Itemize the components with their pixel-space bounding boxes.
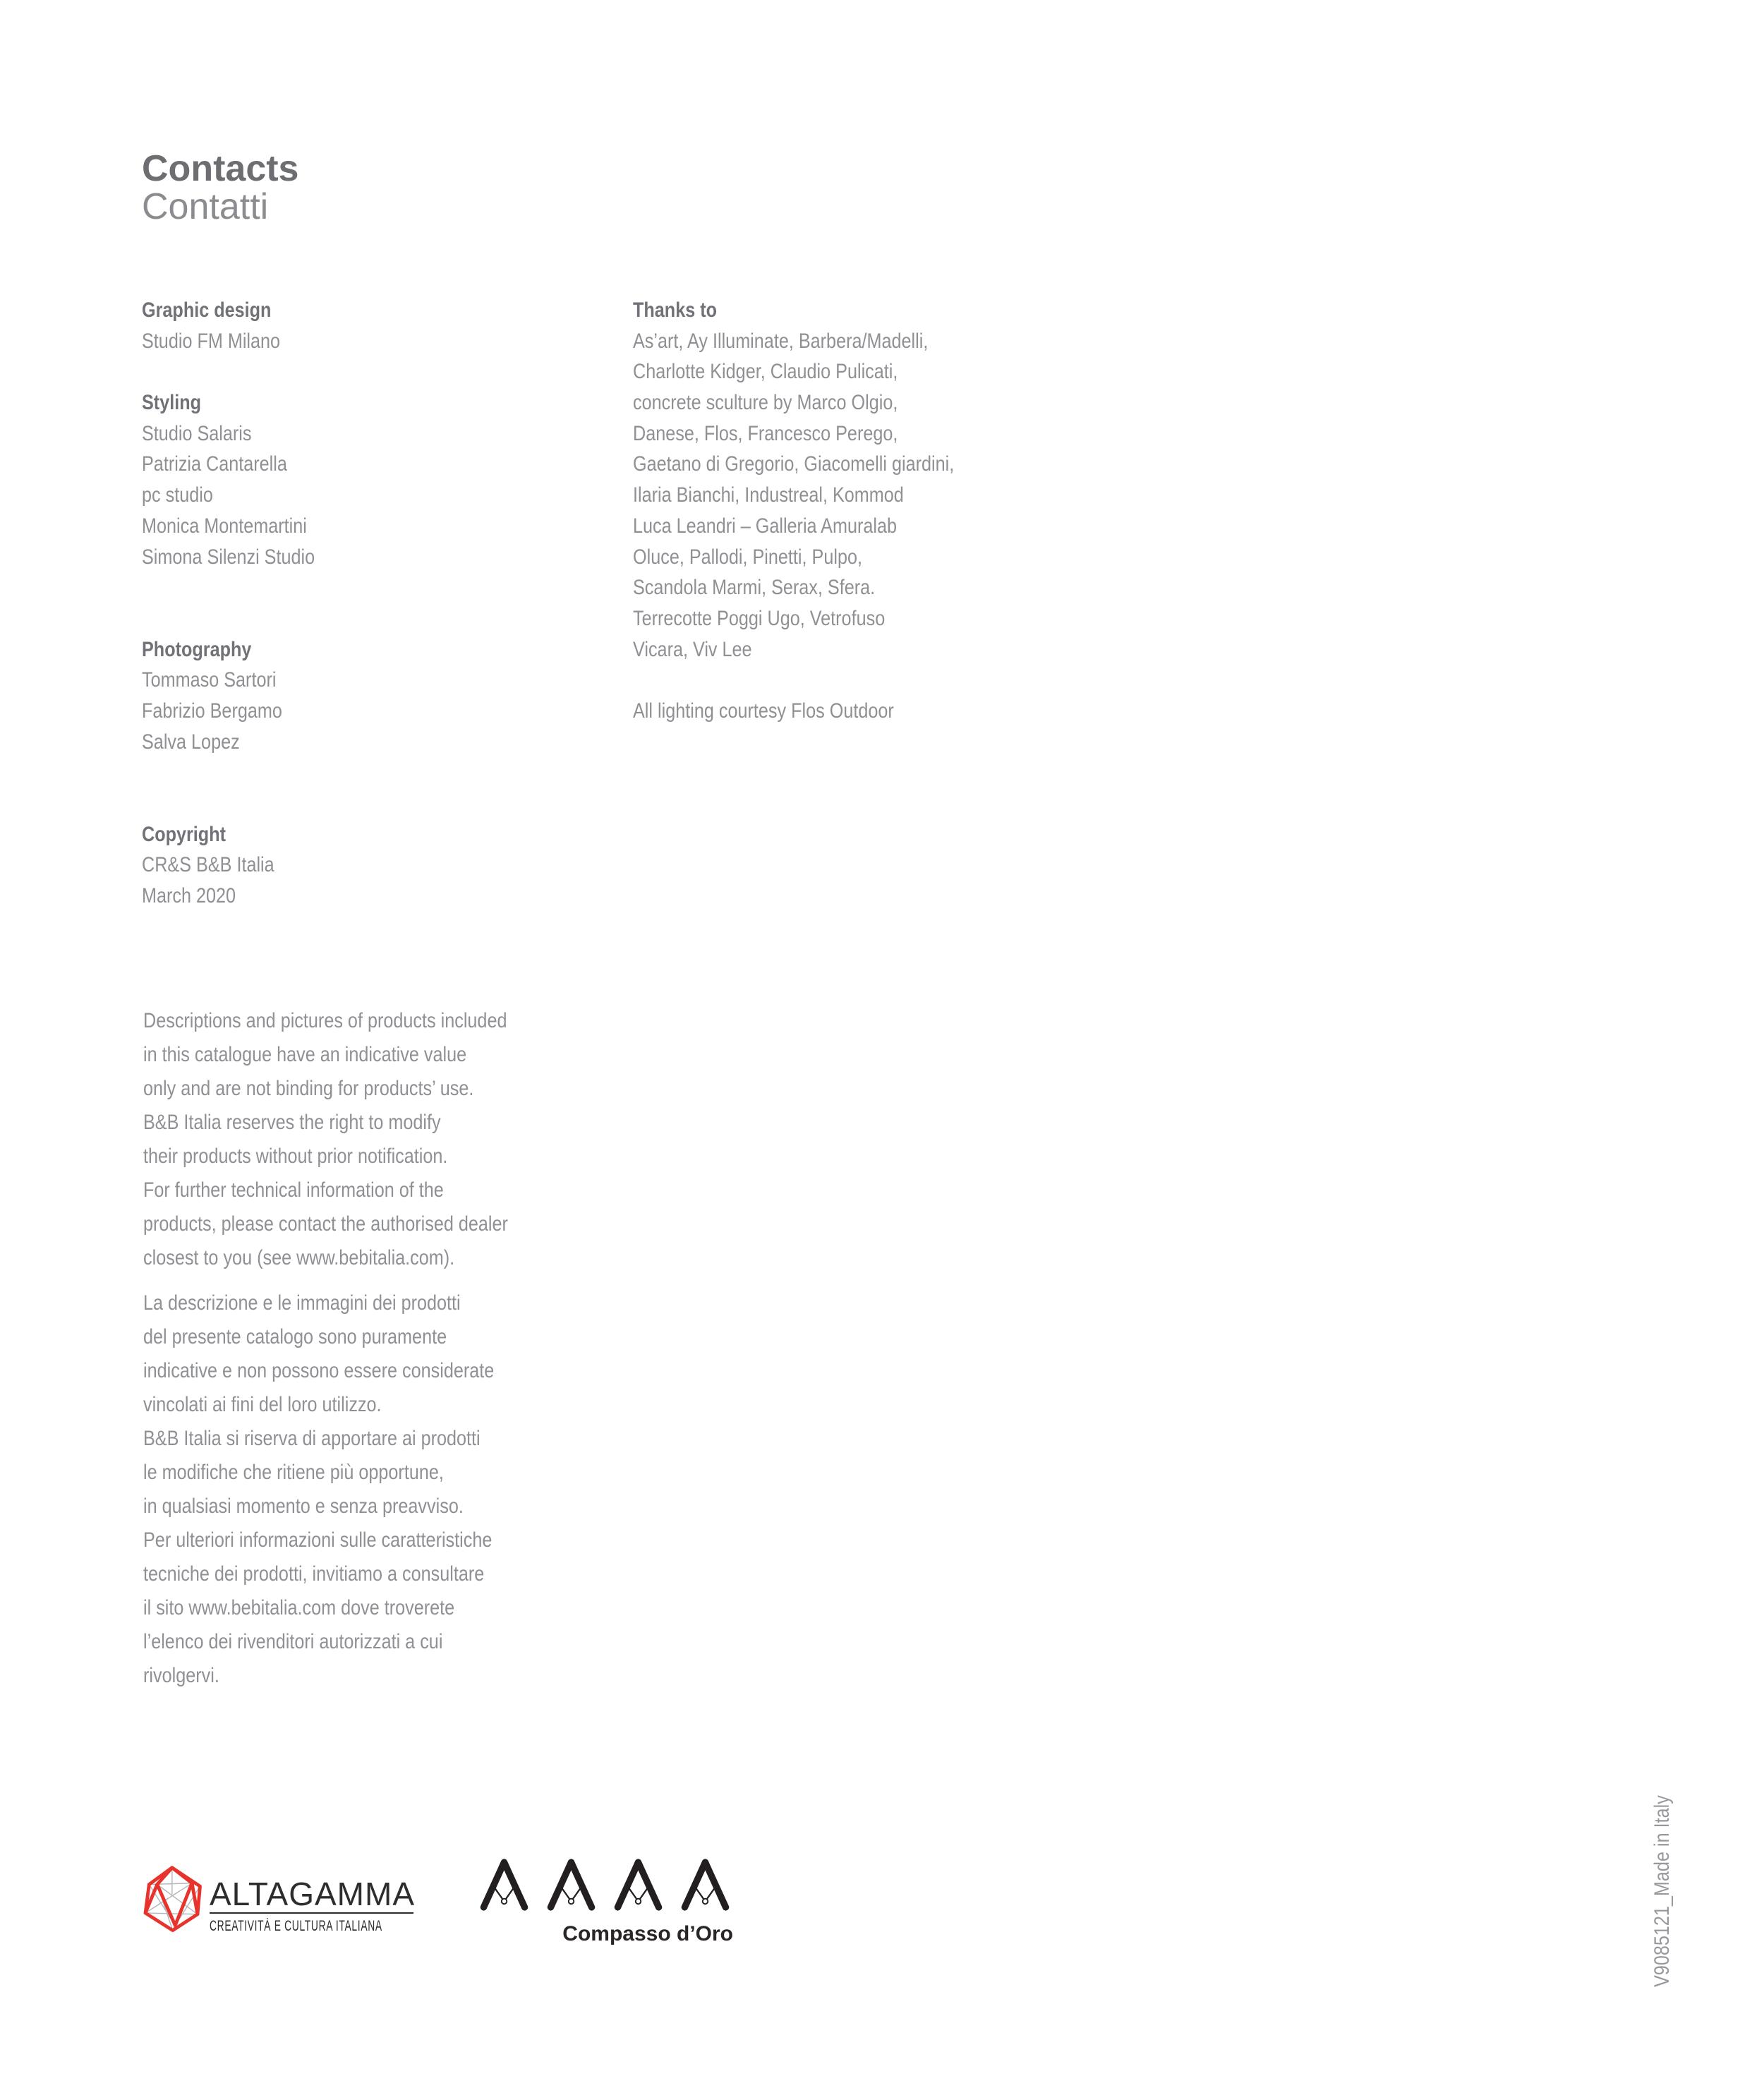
page-title-en: Contacts (142, 148, 299, 189)
credit-line: Salva Lopez (142, 730, 240, 754)
disclaimer-line: only and are not binding for products’ use. (143, 1077, 474, 1100)
disclaimer-italian (143, 1286, 605, 1693)
disclaimer-line: l’elenco dei rivenditori autorizzati a cui (143, 1630, 443, 1653)
altagamma-wordmark (210, 1877, 413, 1935)
credit-line: Monica Montemartini (142, 514, 307, 538)
credits-thanks-column (633, 295, 1083, 727)
spacer (142, 572, 592, 603)
side-note-vertical: V9085121_Made in Italy (1650, 1795, 1674, 1987)
credit-line: CR&S B&B Italia (142, 853, 274, 877)
credit-line: Patrizia Cantarella (142, 452, 287, 476)
disclaimer-line: rivolgervi. (143, 1664, 219, 1687)
compasso-glyph-icon (478, 1857, 531, 1916)
disclaimer-line: del presente catalogo sono puramente (143, 1325, 447, 1348)
disclaimer-line: vincolati ai fini del loro utilizzo. (143, 1393, 382, 1416)
thanks-line: As’art, Ay Illuminate, Barbera/Madelli, (633, 329, 929, 353)
disclaimer-line: products, please contact the authorised dealer (143, 1212, 508, 1236)
spacer (142, 788, 592, 819)
thanks-line: Gaetano di Gregorio, Giacomelli giardini, (633, 452, 955, 476)
disclaimer-line: Per ulteriori informazioni sulle caratteristiche (143, 1528, 493, 1552)
altagamma-name: ALTAGAMMA (210, 1876, 415, 1912)
page-title (142, 150, 298, 226)
thanks-line: concrete sculture by Marco Olgio, (633, 391, 898, 415)
credit-line: Simona Silenzi Studio (142, 545, 315, 569)
section-label-thanks-to: Thanks to (633, 298, 718, 322)
thanks-line: Vicara, Viv Lee (633, 637, 752, 661)
compasso-doro-name: Compasso d’Oro (562, 1922, 733, 1945)
disclaimer-line: closest to you (see www.bebitalia.com). (143, 1246, 455, 1269)
credit-line: pc studio (142, 483, 213, 507)
compasso-glyph-icon (679, 1857, 732, 1916)
section-label-styling: Styling (142, 391, 202, 415)
disclaimer-line: in this catalogue have an indicative value (143, 1043, 467, 1066)
compasso-doro-logo (478, 1857, 733, 1946)
lighting-courtesy-note: All lighting courtesy Flos Outdoor (633, 699, 894, 723)
compasso-glyph-icon (545, 1857, 598, 1916)
credit-line: Tommaso Sartori (142, 668, 277, 692)
disclaimer-line: tecniche dei prodotti, invitiamo a consultare (143, 1562, 485, 1586)
thanks-line: Ilaria Bianchi, Industreal, Kommod (633, 483, 904, 507)
thanks-line: Charlotte Kidger, Claudio Pulicati, (633, 360, 898, 384)
thanks-line: Terrecotte Poggi Ugo, Vetrofuso (633, 606, 886, 630)
credit-line: Studio Salaris (142, 421, 252, 445)
thanks-line: Scandola Marmi, Serax, Sfera. (633, 576, 876, 600)
credit-line: March 2020 (142, 884, 236, 908)
credits-left-column (142, 295, 592, 912)
disclaimer-line: il sito www.bebitalia.com dove troverete (143, 1596, 455, 1619)
disclaimer-line: in qualsiasi momento e senza preavviso. (143, 1495, 464, 1518)
thanks-line: Oluce, Pallodi, Pinetti, Pulpo, (633, 545, 862, 569)
disclaimer-english (143, 1004, 605, 1275)
compasso-glyph-icon (612, 1857, 665, 1916)
disclaimer-line: Descriptions and pictures of products included (143, 1009, 507, 1032)
section-label-graphic-design: Graphic design (142, 298, 272, 322)
altagamma-tagline: CREATIVITÀ E CULTURA ITALIANA (210, 1918, 382, 1934)
disclaimer-line: B&B Italia reserves the right to modify (143, 1111, 441, 1134)
spacer (142, 603, 592, 634)
compasso-glyph-row (478, 1857, 733, 1916)
credit-line: Studio FM Milano (142, 329, 281, 353)
spacer (633, 665, 1083, 696)
disclaimer-line: le modifiche che ritiene più opportune, (143, 1461, 444, 1484)
section-label-photography: Photography (142, 637, 252, 661)
disclaimer-line: B&B Italia si riserva di apportare ai prodotti (143, 1427, 481, 1450)
altagamma-rule (210, 1912, 413, 1914)
disclaimer-line: indicative e non possono essere considerate (143, 1359, 495, 1382)
spacer (142, 356, 592, 387)
thanks-line: Danese, Flos, Francesco Perego, (633, 421, 898, 445)
disclaimer-line: their products without prior notification. (143, 1145, 448, 1168)
page-title-it: Contatti (142, 186, 269, 227)
credit-line: Fabrizio Bergamo (142, 699, 282, 723)
disclaimer-line: For further technical information of the (143, 1178, 444, 1202)
spacer (142, 757, 592, 788)
section-label-copyright: Copyright (142, 822, 226, 846)
disclaimer-line: La descrizione e le immagini dei prodotti (143, 1291, 461, 1315)
altagamma-logo-icon (140, 1866, 203, 1938)
thanks-line: Luca Leandri – Galleria Amuralab (633, 514, 898, 538)
